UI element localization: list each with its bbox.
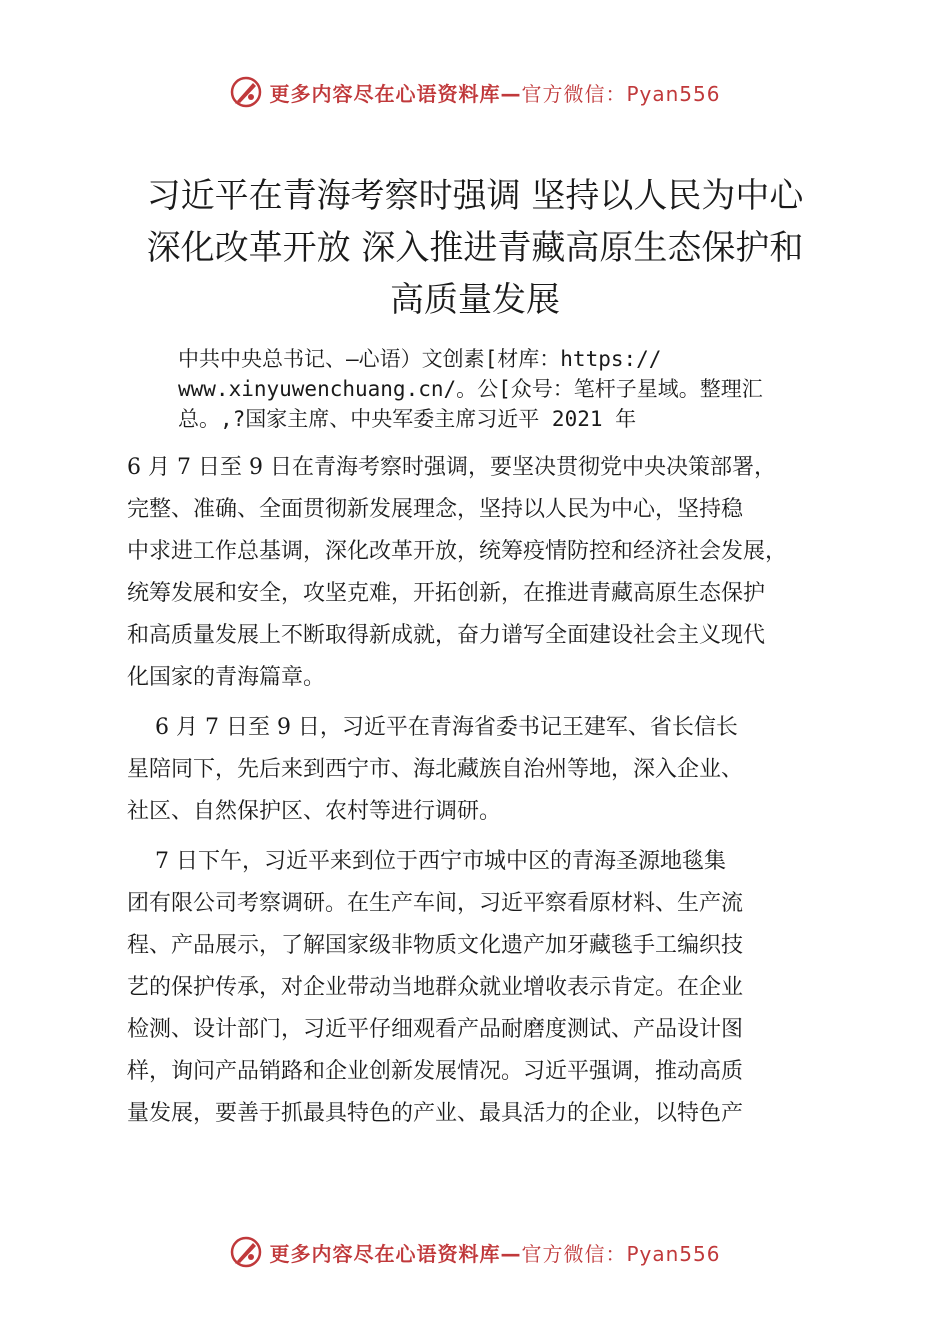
paragraph <box>127 447 847 699</box>
paragraph-line: 7 日下午，习近平来到位于西宁市城中区的青海圣源地毯集 <box>127 849 726 874</box>
banner-site-text: 更多内容尽在心语资料库 <box>269 81 501 106</box>
intro-line: 总。,?国家主席、中央军委主席习近平 2021 年 <box>178 407 637 431</box>
paragraph-line: 团有限公司考察调研。在生产车间，习近平察看原材料、生产流 <box>127 891 744 916</box>
banner-wechat: 官方微信：Pyan556 <box>521 1241 721 1266</box>
paragraph <box>127 841 847 1135</box>
paragraph-line: 中求进工作总基调，深化改革开放，统筹疫情防控和经济社会发展， <box>127 539 788 564</box>
title-line: 深化改革开放 深入推进青藏高原生态保护和 <box>146 228 804 268</box>
paragraph-line: 量发展，要善于抓最具特色的产业、最具活力的企业，以特色产 <box>127 1101 744 1126</box>
banner-site-text: 更多内容尽在心语资料库 <box>269 1241 501 1266</box>
intro-line: www.xinyuwenchuang.cn/。公[众号：笔杆子星域。整理汇 <box>178 377 763 401</box>
paragraph-line: 星陪同下，先后来到西宁市、海北藏族自治州等地，深入企业、 <box>127 757 744 782</box>
banner-separator: — <box>500 1241 522 1266</box>
title-line: 高质量发展 <box>390 280 560 320</box>
intro-line: 中共中央总书记、—心语）文创素[材库：https:// <box>178 347 662 371</box>
banner-text <box>269 78 720 107</box>
footer-banner <box>0 1232 950 1272</box>
paragraph-line: 程、产品展示，了解国家级非物质文化遗产加牙藏毯手工编织技 <box>127 933 744 958</box>
paragraph-line: 6 月 7 日至 9 日，习近平在青海省委书记王建军、省长信长 <box>127 715 738 740</box>
paragraph-line: 社区、自然保护区、农村等进行调研。 <box>127 799 502 824</box>
article-title <box>100 170 850 326</box>
paragraph-line: 化国家的青海篇章。 <box>127 665 326 690</box>
banner-wechat: 官方微信：Pyan556 <box>521 81 721 106</box>
pen-seal-icon <box>229 1235 263 1269</box>
paragraph-line: 艺的保护传承，对企业带动当地群众就业增收表示肯定。在企业 <box>127 975 744 1000</box>
paragraph-line: 完整、准确、全面贯彻新发展理念，坚持以人民为中心，坚持稳 <box>127 497 744 522</box>
paragraph-gap <box>127 699 847 707</box>
paragraph-line: 样，询问产品销路和企业创新发展情况。习近平强调，推动高质 <box>127 1059 744 1084</box>
header-banner <box>0 72 950 112</box>
paragraph-line: 和高质量发展上不断取得新成就，奋力谱写全面建设社会主义现代 <box>127 623 766 648</box>
pen-seal-icon <box>229 75 263 109</box>
article-body <box>127 447 847 1135</box>
paragraph-line: 统筹发展和安全，攻坚克难，开拓创新，在推进青藏高原生态保护 <box>127 581 766 606</box>
paragraph-gap <box>127 833 847 841</box>
paragraph-line: 检测、设计部门，习近平仔细观看产品耐磨度测试、产品设计图 <box>127 1017 744 1042</box>
title-line: 习近平在青海考察时强调 坚持以人民为中心 <box>146 176 804 216</box>
banner-text <box>269 1238 720 1267</box>
paragraph-line: 6 月 7 日至 9 日在青海考察时强调，要坚决贯彻党中央决策部署， <box>127 455 776 480</box>
banner-separator: — <box>500 81 522 106</box>
paragraph <box>127 707 847 833</box>
intro-block <box>178 344 828 434</box>
